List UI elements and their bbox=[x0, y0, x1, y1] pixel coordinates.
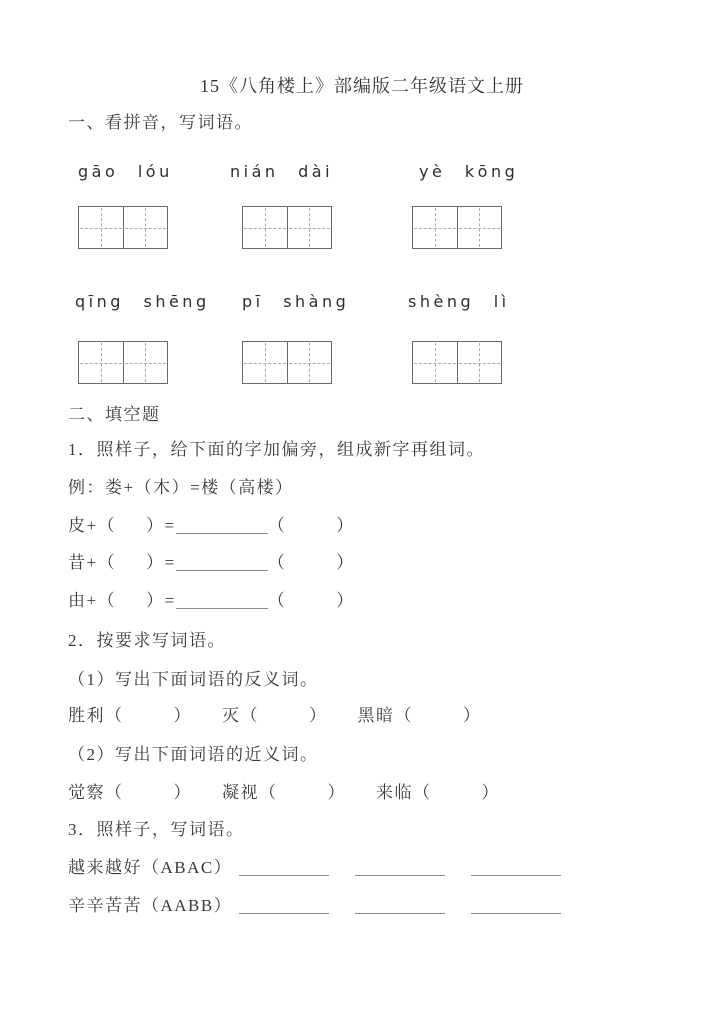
close-paren-equals: ）= bbox=[146, 591, 176, 610]
word: 灭 bbox=[222, 706, 241, 725]
close-paren: ） bbox=[481, 783, 500, 802]
close-paren: ） bbox=[336, 591, 355, 610]
word-item bbox=[222, 783, 346, 802]
base-char: 皮 bbox=[68, 516, 87, 535]
word: 来临 bbox=[376, 783, 413, 802]
writing-grid bbox=[242, 341, 332, 384]
writing-grid bbox=[78, 206, 168, 249]
pattern-example: 越来越好（ABAC） bbox=[68, 858, 233, 877]
grid-cell bbox=[243, 342, 287, 383]
pinyin-word: qīng shēng bbox=[75, 292, 210, 311]
antonym-row bbox=[68, 704, 482, 727]
grid-cell bbox=[123, 342, 168, 383]
close-paren: ） bbox=[463, 706, 482, 725]
pinyin-word: yè kōng bbox=[419, 162, 519, 181]
close-paren-equals: ）= bbox=[146, 553, 176, 572]
pinyin-word: nián dài bbox=[230, 162, 334, 181]
synonym-row bbox=[68, 781, 500, 804]
answer-blank bbox=[355, 913, 445, 914]
plus-open-paren: +（ bbox=[86, 516, 117, 535]
add-radical-row bbox=[68, 514, 355, 537]
grid-cell bbox=[287, 207, 332, 248]
pattern-example: 辛辛苦苦（AABB） bbox=[68, 896, 233, 915]
q1-example: 例：娄+（木）=楼（高楼） bbox=[68, 478, 294, 497]
word-item bbox=[222, 706, 328, 725]
base-char: 昔 bbox=[68, 553, 87, 572]
pattern-word-row bbox=[68, 894, 561, 917]
writing-grid bbox=[412, 341, 502, 384]
close-paren: ） bbox=[327, 783, 346, 802]
grid-cell bbox=[243, 207, 287, 248]
open-paren: （ bbox=[240, 706, 259, 725]
answer-blank bbox=[239, 875, 329, 876]
plus-open-paren: +（ bbox=[86, 591, 117, 610]
word: 黑暗 bbox=[357, 706, 395, 725]
q2-sub1-label: （1）写出下面词语的反义词。 bbox=[68, 670, 319, 689]
writing-grid bbox=[412, 206, 502, 249]
word: 凝视 bbox=[222, 783, 259, 802]
answer-blank bbox=[471, 875, 561, 876]
open-paren: （ bbox=[105, 783, 124, 802]
plus-open-paren: +（ bbox=[86, 553, 117, 572]
base-char: 由 bbox=[68, 591, 87, 610]
open-paren: （ bbox=[259, 783, 278, 802]
answer-blank bbox=[355, 875, 445, 876]
section2-heading: 二、填空题 bbox=[68, 405, 161, 424]
grid-cell bbox=[123, 207, 168, 248]
pinyin-word: gāo lóu bbox=[78, 162, 173, 181]
grid-cell bbox=[457, 207, 502, 248]
word: 觉察 bbox=[68, 783, 105, 802]
open-paren: （ bbox=[267, 591, 287, 610]
answer-blank bbox=[176, 570, 268, 571]
grid-cell bbox=[79, 207, 123, 248]
close-paren: ） bbox=[173, 783, 192, 802]
grid-cell bbox=[457, 342, 502, 383]
open-paren: （ bbox=[413, 783, 432, 802]
add-radical-row bbox=[68, 589, 355, 612]
writing-grid bbox=[78, 341, 168, 384]
grid-cell bbox=[413, 342, 457, 383]
open-paren: （ bbox=[267, 553, 287, 572]
section1-heading: 一、看拼音，写词语。 bbox=[68, 113, 253, 132]
word-item bbox=[358, 706, 482, 725]
page-title: 15《八角楼上》部编版二年级语文上册 bbox=[200, 76, 524, 96]
add-radical-row bbox=[68, 551, 355, 574]
close-paren: ） bbox=[173, 706, 192, 725]
close-paren: ） bbox=[309, 706, 328, 725]
close-paren: ） bbox=[336, 553, 355, 572]
grid-cell bbox=[413, 207, 457, 248]
open-paren: （ bbox=[105, 706, 124, 725]
answer-blank bbox=[471, 913, 561, 914]
pinyin-word: pī shàng bbox=[242, 292, 350, 311]
word-item bbox=[376, 783, 500, 802]
q3-label: 3．照样子，写词语。 bbox=[68, 820, 245, 839]
answer-blank bbox=[239, 913, 329, 914]
word-item bbox=[68, 706, 192, 725]
open-paren: （ bbox=[394, 706, 413, 725]
q1-label: 1．照样子，给下面的字加偏旁，组成新字再组词。 bbox=[68, 440, 485, 459]
answer-blank bbox=[176, 608, 268, 609]
word: 胜利 bbox=[68, 706, 105, 725]
close-paren: ） bbox=[336, 516, 355, 535]
answer-blank bbox=[176, 533, 268, 534]
writing-grid bbox=[242, 206, 332, 249]
q2-sub2-label: （2）写出下面词语的近义词。 bbox=[68, 745, 319, 764]
word-item bbox=[68, 783, 192, 802]
grid-cell bbox=[287, 342, 332, 383]
q2-label: 2．按要求写词语。 bbox=[68, 631, 226, 650]
open-paren: （ bbox=[267, 516, 287, 535]
close-paren-equals: ）= bbox=[146, 516, 176, 535]
grid-cell bbox=[79, 342, 123, 383]
pattern-word-row bbox=[68, 856, 561, 879]
pinyin-word: shèng lì bbox=[408, 292, 510, 311]
